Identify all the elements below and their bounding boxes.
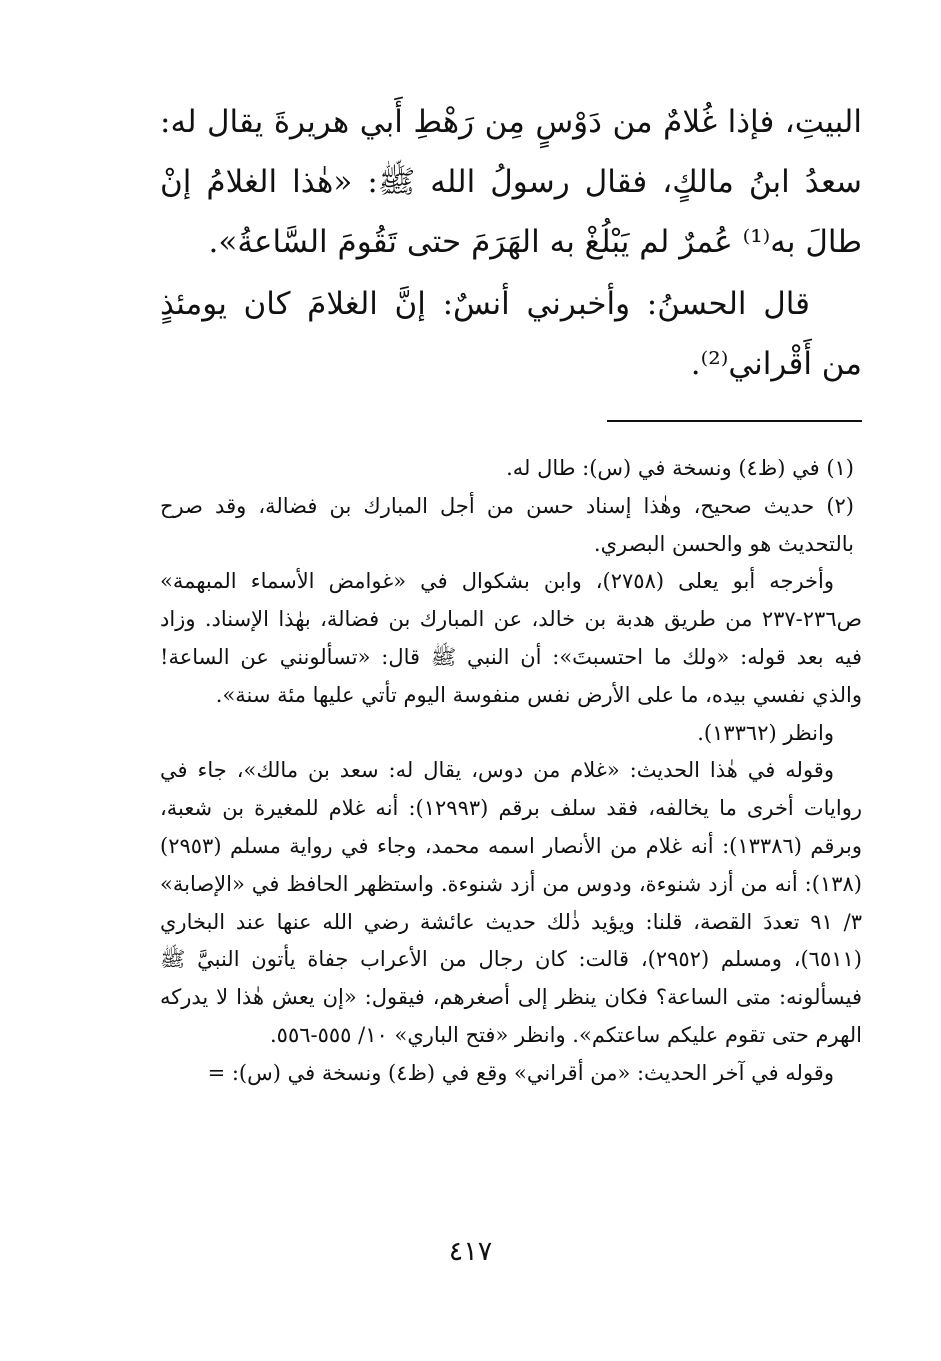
footnote-1: (١) في (ظ٤) ونسخة في (س): طال له. xyxy=(506,456,854,480)
footnote-2-paragraph-takhrij: وأخرجه أبو يعلى (٢٧٥٨)، وابن بشكوال في «غوامض الأسماء المبهمة» ص٢٣٦-٢٣٧ من طريق هدبة بن خالد، عن المبارك بن فضالة، بهٰذا الإسناد. وزاد فيه بعد قوله: «ولك ما احتسبتَ»: أن النبي ﷺ قال: «تسألونني عن الساعة! والذي نفسي بيده، ما على الأرض نفس منفوسة اليوم تأتي عليها مئة سنة». xyxy=(160,569,862,707)
page-body xyxy=(160,92,862,1093)
main-paragraph-1: البيتِ، فإذا غُلامٌ من دَوْسٍ مِن رَهْطِ أَبي هريرةَ يقال له: سعدُ ابنُ مالكٍ، فقال رسولُ الله ﷺ: «هٰذا الغلامُ إنْ طالَ به⁽¹⁾ عُمرٌ لم يَبْلُغْ به الهَرَمَ حتى تَقُومَ السَّاعةُ». xyxy=(160,104,862,260)
footnote-separator xyxy=(607,420,862,422)
footnote-2: (٢) حديث صحيح، وهٰذا إسناد حسن من أجل المبارك بن فضالة، وقد صرح بالتحديث هو والحسن البصري. xyxy=(160,493,854,556)
page-number: ٤١٧ xyxy=(448,1236,493,1267)
footnote-2-paragraph-discussion: وقوله في هٰذا الحديث: «غلام من دوس، يقال له: سعد بن مالك»، جاء في روايات أخرى ما يخالفه، فقد سلف برقم (١٢٩٩٣): أنه غلام للمغيرة بن شعبة، وبرقم (١٣٣٨٦): أنه غلام من الأنصار اسمه محمد، وجاء في رواية مسلم (٢٩٥٣) (١٣٨): أنه من أزد شنوءة، ودوس من أزد شنوءة. واستظهر الحافظ في «الإصابة» ٣/ ٩١ تعددَ القصة، قلنا: ويؤيد ذٰلك حديث عائشة رضي الله عنها عند البخاري (٦٥١١)، ومسلم (٢٩٥٢)، قالت: كان رجال من الأعراب جفاة يأتون النبيَّ ﷺ فيسألونه: متى الساعة؟ فكان ينظر إلى أصغرهم، فيقول: «إن يعش هٰذا لا يدركه الهرم حتى تقوم عليكم ساعتكم». وانظر «فتح الباري» ١٠/ ٥٥٥-٥٥٦. xyxy=(160,758,863,1047)
main-paragraph-2: قال الحسنُ: وأخبرني أنسٌ: إنَّ الغلامَ كان يومئذٍ من أَقْراني⁽²⁾. xyxy=(160,286,862,382)
footnote-2-paragraph-continued: وقوله في آخر الحديث: «من أقراني» وقع في (ظ٤) ونسخة في (س): = xyxy=(207,1060,834,1085)
footnotes xyxy=(160,450,862,1093)
main-text xyxy=(160,92,862,394)
footnote-2-paragraph-see-also: وانظر (١٣٣٦٢). xyxy=(697,720,834,745)
